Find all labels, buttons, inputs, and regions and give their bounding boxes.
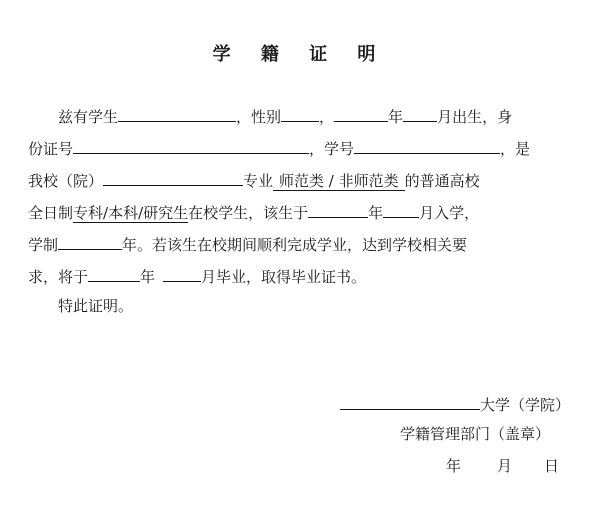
text-gender-label: ，性别 [236,108,282,126]
line-5 [28,232,467,255]
grad-year-blank[interactable] [88,264,140,282]
date-month-label: 月 [497,457,513,475]
text-school: 我校（院） [28,172,104,190]
text-closing: 特此证明。 [58,297,134,315]
text-month-born: 月出生，身 [437,108,513,126]
education-level-option[interactable]: 专科/本科/研究生 [73,204,189,222]
text-graduate: 月毕业，取得毕业证书。 [201,268,367,286]
major-type-option[interactable]: 师范类 / 非师范类 [273,172,405,191]
gender-blank[interactable] [281,104,319,122]
student-name-blank[interactable] [118,104,236,122]
text-regular-college: 的普通高校 [404,172,480,190]
line-4 [28,200,479,223]
text-enroll-year: 年 [368,204,384,222]
university-name-blank[interactable] [340,392,480,410]
line-3 [28,168,480,191]
text-is: ，是 [500,140,531,158]
duration-blank[interactable] [58,232,122,250]
birth-month-blank[interactable] [403,104,437,122]
major-blank[interactable] [103,168,243,186]
text-intro: 兹有学生 [58,108,119,126]
date-day-label: 日 [544,457,560,475]
signature-university-line [340,392,570,415]
birth-year-blank[interactable] [334,104,388,122]
document-title: 学 籍 证 明 [212,44,388,65]
id-number-blank[interactable] [73,136,309,154]
text-id-label: 份证号 [28,140,74,158]
text-enrolled: 在校学生，该生于 [188,204,309,222]
text-duration-years: 年。若该生在校期间顺利完成学业，达到学校相关要 [122,236,468,254]
text-duration-label: 学制 [28,236,59,254]
date-year-label: 年 [446,457,462,475]
text-fulltime: 全日制 [28,204,74,222]
student-number-blank[interactable] [354,136,500,154]
text-year: 年 [388,108,404,126]
enroll-month-blank[interactable] [383,200,419,218]
text-comma: ， [319,108,335,126]
text-student-no-label: ，学号 [309,140,355,158]
signature-date [446,456,559,476]
text-grad-year: 年 [140,268,156,286]
grad-month-blank[interactable] [163,264,201,282]
text-university: 大学（学院） [480,396,571,414]
line-1 [58,104,512,127]
line-7 [58,296,133,316]
line-2 [28,136,530,159]
text-enroll-month: 月入学， [419,204,480,222]
text-will: 求，将于 [28,268,89,286]
enroll-year-blank[interactable] [308,200,368,218]
line-6 [28,264,366,287]
text-major-label: 专业 [243,172,274,190]
signature-dept: 学籍管理部门（盖章） [400,425,551,443]
